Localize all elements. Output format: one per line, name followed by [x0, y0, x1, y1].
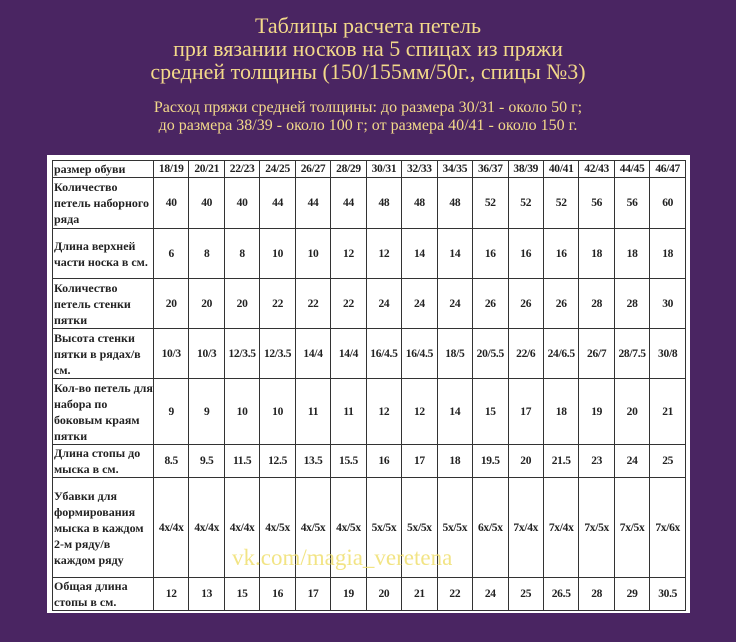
table-cell: 44	[260, 178, 295, 229]
table-cell: 40	[189, 178, 224, 229]
table-cell: 12/3.5	[224, 329, 259, 379]
table-cell: 7x/6x	[650, 478, 686, 578]
row-label: Кол-во петель для набора по боковым краям пятки	[54, 380, 153, 443]
table-cell: 56	[579, 178, 614, 229]
table-cell: 30	[650, 279, 686, 329]
table-cell: 10	[260, 229, 295, 279]
table-cell: 7x/4x	[508, 478, 543, 578]
table-cell: 9	[154, 379, 189, 445]
table-cell: 10	[260, 379, 295, 445]
table-cell: 26	[543, 279, 578, 329]
table-cell: 4x/5x	[260, 478, 295, 578]
row-label: Длина верхней части носка в см.	[53, 229, 154, 279]
table-cell: 8.5	[154, 445, 189, 478]
table-cell: 18	[650, 229, 686, 279]
table-cell: 17	[295, 578, 330, 611]
table-cell: 20	[614, 379, 649, 445]
table-cell: 9	[189, 379, 224, 445]
table-cell: 24	[614, 445, 649, 478]
table-cell: 14/4	[331, 329, 366, 379]
watermark: vk.com/magia_veretena	[232, 545, 453, 570]
table-cell: 12	[366, 379, 401, 445]
table-cell: 48	[437, 178, 472, 229]
table-cell: 18	[614, 229, 649, 279]
table-cell: 16/4.5	[402, 329, 437, 379]
table-row	[53, 379, 686, 445]
table-cell: 24	[366, 279, 401, 329]
size-header: 40/41	[543, 161, 578, 178]
table-cell: 30.5	[650, 578, 686, 611]
table-cell: 5x/5x	[402, 478, 437, 578]
title-line: Таблицы расчета петель	[254, 13, 482, 38]
table-cell: 25	[650, 445, 686, 478]
table-cell: 40	[224, 178, 259, 229]
table-cell: 10	[295, 229, 330, 279]
table-cell: 22/6	[508, 329, 543, 379]
size-header: 34/35	[437, 161, 472, 178]
table-cell: 7x/5x	[579, 478, 614, 578]
table-cell: 44	[331, 178, 366, 229]
table-cell: 7x/5x	[614, 478, 649, 578]
table-row	[53, 445, 686, 478]
table-cell: 21.5	[543, 445, 578, 478]
size-header: 24/25	[260, 161, 295, 178]
table-cell: 26/7	[579, 329, 614, 379]
table-cell: 48	[366, 178, 401, 229]
sock-stitch-table	[52, 160, 686, 611]
table-cell: 11.5	[224, 445, 259, 478]
row-label: Общая длина стопы в см.	[53, 578, 154, 611]
table-row	[53, 329, 686, 379]
table-cell: 19	[579, 379, 614, 445]
table-cell: 29	[614, 578, 649, 611]
table-cell: 26	[473, 279, 508, 329]
table-cell: 17	[508, 379, 543, 445]
table-cell: 28/7.5	[614, 329, 649, 379]
table-cell: 16	[366, 445, 401, 478]
table-cell: 30/8	[650, 329, 686, 379]
table-cell: 14/4	[295, 329, 330, 379]
subtitle-line: Расход пряжи средней толщины: до размера 30/31 - около 50 г;	[153, 99, 583, 116]
row-label: Количество петель стенки пятки	[53, 279, 154, 329]
table-cell: 4x/4x	[189, 478, 224, 578]
table-cell: 16	[508, 229, 543, 279]
table-cell: 26	[508, 279, 543, 329]
table-cell: 48	[402, 178, 437, 229]
table-cell: 16/4.5	[366, 329, 401, 379]
table-cell: 28	[579, 279, 614, 329]
table-cell: 12.5	[260, 445, 295, 478]
table-cell: 17	[402, 445, 437, 478]
table-cell: 5x/5x	[437, 478, 472, 578]
table-cell: 52	[473, 178, 508, 229]
size-header: 28/29	[331, 161, 366, 178]
size-header: 46/47	[650, 161, 686, 178]
table-cell: 19	[331, 578, 366, 611]
table-cell: 22	[331, 279, 366, 329]
table-cell: 56	[614, 178, 649, 229]
table-cell: 10	[224, 379, 259, 445]
table-cell: 28	[614, 279, 649, 329]
table-cell: 40	[154, 178, 189, 229]
table-cell: 26.5	[543, 578, 578, 611]
table-cell: 18/5	[437, 329, 472, 379]
row-label: Высота стенки пятки в рядах/в см.	[53, 329, 154, 379]
table-cell: 22	[437, 578, 472, 611]
table-cell: 19.5	[473, 445, 508, 478]
table-cell: 21	[402, 578, 437, 611]
title-line: при вязании носков на 5 спицах из пряжи	[173, 36, 563, 61]
table-cell: 18	[543, 379, 578, 445]
table-row	[53, 578, 686, 611]
table-cell: 12/3.5	[260, 329, 295, 379]
size-header: 20/21	[189, 161, 224, 178]
table-cell: 20/5.5	[473, 329, 508, 379]
table-cell: 7x/4x	[543, 478, 578, 578]
table-cell: 9.5	[189, 445, 224, 478]
size-header: 36/37	[473, 161, 508, 178]
table-cell: 16	[543, 229, 578, 279]
table-cell: 11	[295, 379, 330, 445]
table-cell: 25	[508, 578, 543, 611]
table-cell: 20	[189, 279, 224, 329]
row-label: Количество петель наборного ряда	[53, 178, 154, 229]
table-row	[53, 478, 686, 578]
table-cell: 15	[224, 578, 259, 611]
table-cell: 10/3	[154, 329, 189, 379]
table-cell: 24	[402, 279, 437, 329]
table-cell: 21	[650, 379, 686, 445]
size-header: 30/31	[366, 161, 401, 178]
header-label: размер обуви	[53, 161, 154, 178]
table-row	[53, 279, 686, 329]
table-cell: 52	[508, 178, 543, 229]
table-cell: 15.5	[331, 445, 366, 478]
table-cell: 24	[473, 578, 508, 611]
table-cell: 20	[224, 279, 259, 329]
table-cell: 20	[366, 578, 401, 611]
size-header: 42/43	[579, 161, 614, 178]
table-cell: 20	[154, 279, 189, 329]
subtitle-line: до размера 38/39 - около 100 г; от размера 40/41 - около 150 г.	[158, 117, 578, 134]
table-cell: 4x/5x	[295, 478, 330, 578]
table-cell: 22	[260, 279, 295, 329]
title-line: средней толщины (150/155мм/50г., спицы №3)	[150, 59, 586, 84]
table-cell: 4x/4x	[154, 478, 189, 578]
table-cell: 14	[437, 379, 472, 445]
table-cell: 14	[402, 229, 437, 279]
table-cell: 8	[189, 229, 224, 279]
table-cell: 24	[437, 279, 472, 329]
table-cell: 44	[295, 178, 330, 229]
table-cell: 16	[260, 578, 295, 611]
yarn-consumption-note	[0, 99, 736, 135]
table-cell: 13.5	[295, 445, 330, 478]
row-label: Убавки для формирования мыска в каждом 2-м ряду/в каждом ряду	[53, 478, 154, 578]
row-label: Длина стопы до мыска в см.	[53, 445, 154, 478]
size-header: 18/19	[154, 161, 189, 178]
table-cell: 10/3	[189, 329, 224, 379]
size-header: 26/27	[295, 161, 330, 178]
header-row	[53, 161, 686, 178]
table-row	[53, 178, 686, 229]
table-cell: 5x/5x	[366, 478, 401, 578]
page-title	[0, 14, 736, 83]
table-cell: 4x/4x	[224, 478, 259, 578]
table-cell: 4x/5x	[331, 478, 366, 578]
table-cell: 16	[473, 229, 508, 279]
table-cell: 12	[366, 229, 401, 279]
table-cell: 12	[402, 379, 437, 445]
size-header: 44/45	[614, 161, 649, 178]
table-cell: 18	[579, 229, 614, 279]
table-cell: 6	[154, 229, 189, 279]
table-cell: 52	[543, 178, 578, 229]
table-cell: 12	[331, 229, 366, 279]
table-cell: 14	[437, 229, 472, 279]
table-cell: 23	[579, 445, 614, 478]
size-header: 38/39	[508, 161, 543, 178]
table-cell: 8	[224, 229, 259, 279]
table-cell: 20	[508, 445, 543, 478]
size-header: 22/23	[224, 161, 259, 178]
table-cell: 13	[189, 578, 224, 611]
table-cell: 12	[154, 578, 189, 611]
table-cell: 11	[331, 379, 366, 445]
table-cell: 15	[473, 379, 508, 445]
table-cell: 28	[579, 578, 614, 611]
table-cell: 22	[295, 279, 330, 329]
table-cell: 6x/5x	[473, 478, 508, 578]
table-cell: 18	[437, 445, 472, 478]
table-row	[53, 229, 686, 279]
table-cell: 60	[650, 178, 686, 229]
table-cell: 24/6.5	[543, 329, 578, 379]
size-header: 32/33	[402, 161, 437, 178]
